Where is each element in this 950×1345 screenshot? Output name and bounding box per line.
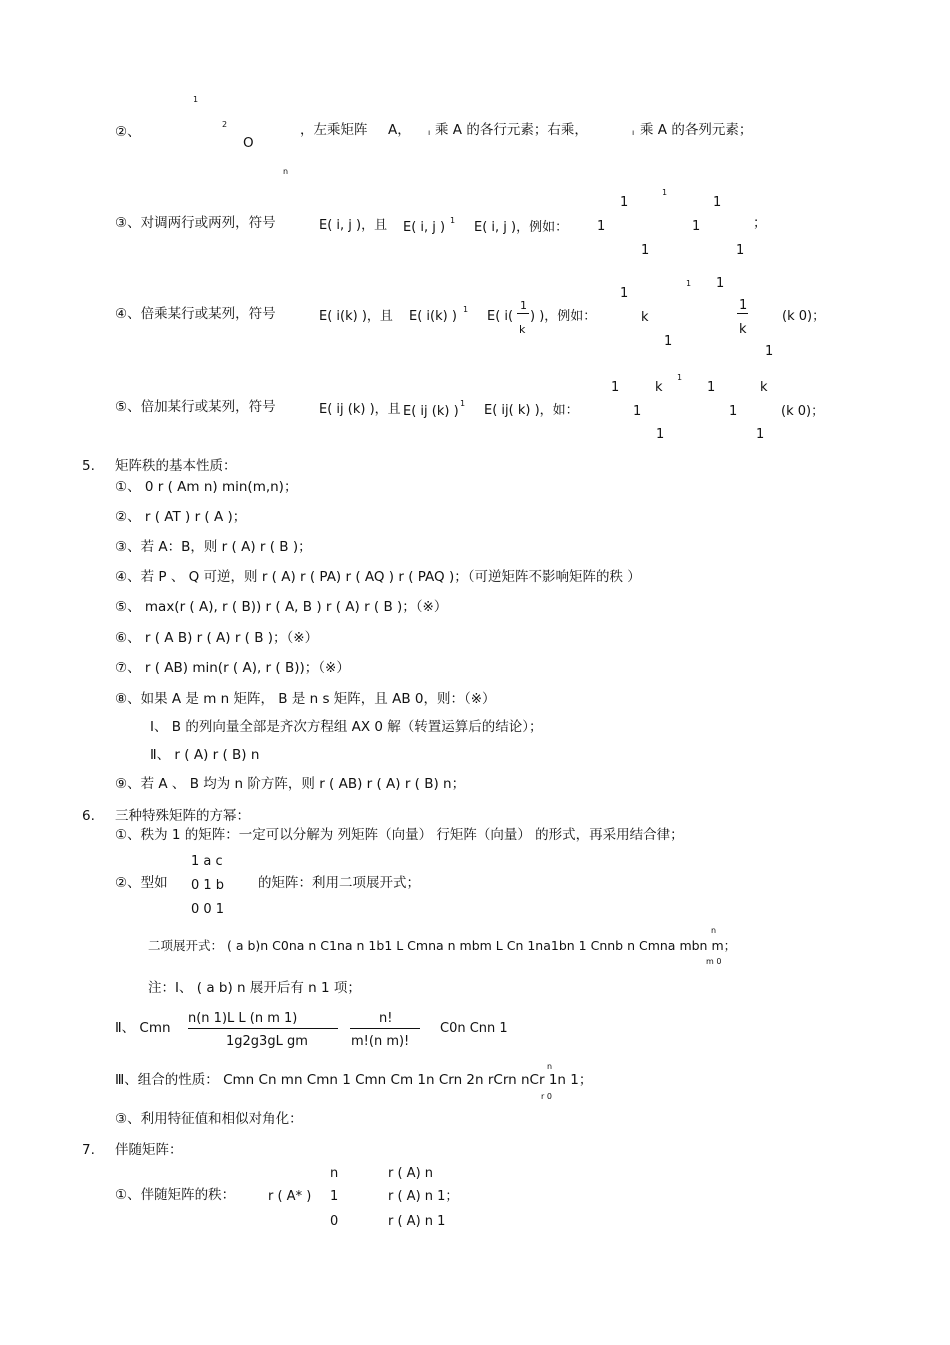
sec5-item-8: ⑧、如果 A 是 m n 矩阵， B 是 n s 矩阵，且 AB 0，则：（※） [115, 691, 496, 707]
item5-einv: E( ij (k) ) [403, 404, 459, 419]
sec7-cond-2: r ( A) n 1； [388, 1189, 459, 1204]
item4-fbar [517, 313, 529, 314]
sec5-item-9: ⑨、若 A 、 B 均为 n 阶方阵，则 r ( AB) r ( A) r ( B) n； [115, 776, 466, 792]
item5-eijk: E( ij (k) )，且 [319, 402, 401, 417]
sec6-ii-den1: 1g2g3gL gm [226, 1034, 308, 1049]
sec7-cond-1: r ( A) n [388, 1166, 434, 1181]
item2-text2: 乘 A 的各行元素；右乘， [435, 122, 588, 138]
item3-m2-b: 1 [692, 219, 701, 234]
sec5-item-8-ii: Ⅱ、 r ( A) r ( B) n [150, 747, 260, 763]
sec6-binom-sum-bot: m 0 [706, 957, 722, 966]
sec7-case-1: n [330, 1166, 339, 1181]
sec6-ii-tail: C0n Cnn 1 [440, 1021, 508, 1036]
item3-sup2: 1 [662, 188, 668, 197]
item5-sup2: 1 [677, 373, 683, 382]
sec6-iii: Ⅲ、组合的性质： Cmn Cn mn Cmn 1 Cmn Cm 1n Crn 2n rCrn nCr 1n 1； [115, 1072, 593, 1088]
item5-m2-c: 1 [756, 427, 765, 442]
sec5-item-7: ⑦、 r ( AB) min(r ( A), r ( B))；（※） [115, 660, 350, 676]
item3-semi: ； [753, 215, 767, 231]
sec6-matrix-row1: 1 a c [191, 854, 223, 869]
item2-mark2: ı [632, 128, 635, 137]
item5-m2-a: 1 [707, 380, 716, 395]
item2-label: ②、 [115, 124, 141, 140]
item5-m1-k: k [655, 380, 663, 395]
item2-A1: A， [388, 122, 411, 138]
sec7-case-2: 1 [330, 1189, 339, 1204]
item4-sup2: 1 [686, 279, 692, 288]
item5-m2-k: k [760, 380, 768, 395]
sec5-num: 5. [82, 458, 95, 474]
item4-m1-b: k [641, 310, 649, 325]
item4-m2-b: 1 [739, 298, 748, 313]
sec5-item-3: ③、若 A：B，则 r ( A) r ( B )； [115, 539, 312, 555]
item5-eijk2: E( ij( k) )，如： [484, 403, 579, 418]
item3-einv: E( i, j ) [403, 220, 446, 235]
item3-sup: 1 [450, 216, 456, 225]
sec6-note: 注：Ⅰ、 ( a b) n 展开后有 n 1 项； [148, 980, 361, 996]
diag-O: O [243, 135, 254, 151]
item5-sup: 1 [460, 399, 466, 408]
sec7-label: ①、伴随矩阵的秩： [115, 1187, 236, 1203]
sec7-rA: r ( A* ) [268, 1189, 312, 1204]
item4-m2-d: 1 [765, 344, 774, 359]
item2-mark1: ı [428, 128, 431, 137]
item3-eij: E( i, j )，且 [319, 218, 388, 233]
item4-sup: 1 [463, 305, 469, 314]
item4-m1-c: 1 [664, 334, 673, 349]
item4-label: ④、倍乘某行或某列，符号 [115, 306, 276, 322]
sec6-item-2a: ②、型如 [115, 875, 168, 891]
sec7-num: 7. [82, 1142, 95, 1158]
item4-einv: E( i(k) ) [409, 309, 457, 324]
item3-eij2: E( i, j )，例如： [474, 220, 569, 235]
item4-epre: E( i( [487, 309, 514, 324]
sec5-item-4: ④、若 P 、 Q 可逆，则 r ( A) r ( PA) r ( AQ ) r ( PAQ )；（可逆矩阵不影响矩阵的秩 ） [115, 569, 641, 585]
sec6-item-1: ①、秩为 1 的矩阵：一定可以分解为 列矩阵（向量） 行矩阵（向量） 的形式，再采用结合律； [115, 827, 684, 843]
item5-m1-b: 1 [633, 404, 642, 419]
sec6-ii-label: Ⅱ、 Cmn [115, 1020, 171, 1036]
diag-2: 2 [222, 120, 228, 129]
sec6-item-3: ③、利用特征值和相似对角化： [115, 1111, 303, 1127]
sec5-item-2: ②、 r ( AT ) r ( A )； [115, 509, 247, 525]
sec6-binom-sum-top: n [711, 926, 717, 935]
diag-n: n [283, 167, 289, 176]
sec7-case-3: 0 [330, 1214, 339, 1229]
sec6-item-2b: 的矩阵：利用二项展开式； [258, 875, 420, 891]
item4-fden: k [519, 323, 526, 336]
sec5-item-6: ⑥、 r ( A B) r ( A) r ( B )；（※） [115, 630, 319, 646]
item4-m2-k: k [739, 322, 747, 337]
item3-label: ③、对调两行或两列，符号 [115, 215, 276, 231]
sec6-matrix-row2: 0 1 b [191, 878, 225, 893]
item4-m2-bar [737, 313, 748, 314]
sec6-matrix-row3: 0 0 1 [191, 902, 225, 917]
sec6-ii-bar2 [350, 1028, 420, 1029]
sec6-ii-den2: m!(n m)! [351, 1034, 410, 1049]
item3-m1-b: 1 [597, 219, 606, 234]
item2-text3: 乘 A 的各列元素； [640, 122, 753, 138]
sec5-item-8-i: Ⅰ、 B 的列向量全部是齐次方程组 AX 0 解（转置运算后的结论）； [150, 719, 543, 735]
sec6-binomial: 二项展开式： ( a b)n C0na n C1na n 1b1 L Cmna n mbm L Cn 1na1bn 1 Cnnb n Cmna mbn m； [148, 938, 737, 953]
sec5-item-5: ⑤、 max(r ( A), r ( B)) r ( A, B ) r ( A) r ( B )；（※） [115, 599, 448, 615]
item3-m2-a: 1 [713, 195, 722, 210]
sec5-item-1: ①、 0 r ( Am n) min(m,n)； [115, 479, 298, 495]
item4-m1-a: 1 [620, 286, 629, 301]
sec7-cond-3: r ( A) n 1 [388, 1214, 446, 1229]
item4-cond: (k 0)； [782, 309, 826, 324]
sec6-ii-bar1 [188, 1028, 338, 1029]
item4-epost: ) )，例如： [530, 309, 597, 324]
item4-fnum: 1 [520, 299, 527, 312]
diag-1: 1 [193, 95, 199, 104]
item4-eik: E( i(k) )，且 [319, 309, 393, 324]
item3-m1-a: 1 [620, 195, 629, 210]
sec6-iii-sum-top: n [547, 1062, 553, 1071]
item4-m2-a: 1 [716, 276, 725, 291]
sec6-iii-sum-bot: r 0 [541, 1092, 552, 1101]
sec6-ii-num1: n(n 1)L L (n m 1) [188, 1011, 298, 1026]
item2-text1: ，左乘矩阵 [300, 122, 368, 138]
item5-label: ⑤、倍加某行或某列，符号 [115, 399, 276, 415]
item5-cond: (k 0)； [781, 404, 825, 419]
sec7-title: 伴随矩阵： [115, 1142, 183, 1158]
item5-m1-c: 1 [656, 427, 665, 442]
sec5-title: 矩阵秩的基本性质： [115, 458, 237, 474]
sec6-ii-num2: n! [379, 1011, 393, 1026]
item5-m1-a: 1 [611, 380, 620, 395]
sec6-title: 三种特殊矩阵的方幂： [115, 808, 250, 824]
item3-m2-c: 1 [736, 243, 745, 258]
item3-m1-c: 1 [641, 243, 650, 258]
sec6-num: 6. [82, 808, 95, 824]
item5-m2-b: 1 [729, 404, 738, 419]
